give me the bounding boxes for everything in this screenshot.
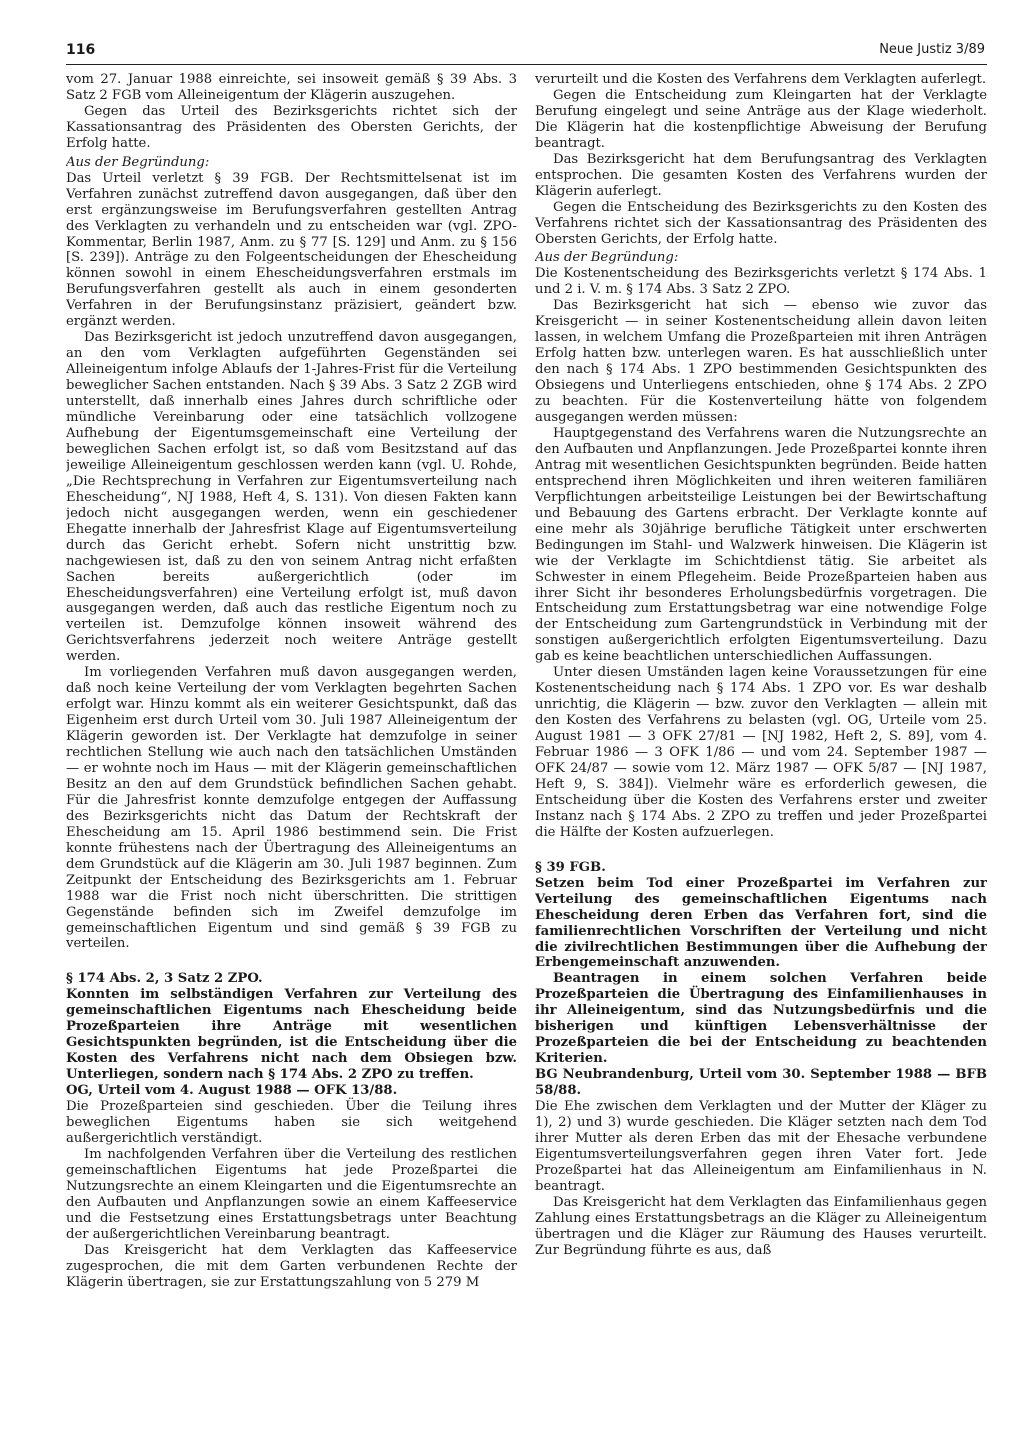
statute-reference: § 39 FGB. (535, 859, 606, 875)
page-header (66, 40, 987, 65)
paragraph: Die Kostenentscheidung des Bezirksgerichts verletzt § 174 Abs. 1 und 2 i. V. m. § 174 Abs. 3 Satz 2 ZPO. (535, 266, 987, 298)
court-citation: BG Neubrandenburg, Urteil vom 30. September 1988 — BFB 58/88. (535, 1067, 987, 1099)
paragraph: Hauptgegenstand des Verfahrens waren die Nutzungsrechte an den Aufbauten und Anpflanzungen. Jede Prozeßpartei konnte ihren Antrag mit wesentlichen Gesichtspunkten begründen. Beide hatten entsprechend ihren Möglichkeiten und ihren weiteren familiären Verpflichtungen arbeitsteilige Leistungen bei der Bewirtschaftung und Bebauung des Gartens erbracht. Der Verklagte konnte auf eine mehr als 30jährige berufliche Tätigkeit unter erschwerten Bedingungen im Stahl- und Walzwerk hinweisen. Die Klägerin ist wie der Verklagte im Schichtdienst tätig. Sie arbeitet als Schwester in einem Pflegeheim. Beide Prozeßparteien haben aus ihrer Sicht ihr besonderes Erholungsbedürfnis vorgetragen. Die Entscheidung zum Erstattungsbetrag war eine notwendige Folge der Entscheidung zum Gartengrundstück in Verbindung mit der sonstigen außergerichtlich erfolgten Eigentumsverteilung. Dazu gab es keine beachtlichen unterschiedlichen Auffassungen. (535, 425, 987, 665)
section-subheading: Aus der Begründung: (66, 154, 210, 170)
paragraph: Die Prozeßparteien sind geschieden. Über die Teilung ihres beweglichen Eigentums haben sie sich weitgehend außergerichtlich verständigt. (66, 1099, 517, 1146)
paragraph: Gegen das Urteil des Bezirksgerichts richtet sich der Kassationsantrag des Präsidenten des Obersten Gerichts, der Erfolg hatte. (66, 103, 517, 151)
paragraph: Im nachfolgenden Verfahren über die Verteilung des restlichen gemeinschaftlichen Eigentums hat jede Prozeßpartei die Nutzungsrechte an einem Kleingarten und die Eigentumsrechte an den Aufbauten und Anpflanzungen sowie an einem Kaffeeservice und die Festsetzung eines Erstattungsbetrags unter Beachtung der außergerichtlichen Vereinbarung beantragt. (66, 1146, 517, 1242)
paragraph: Gegen die Entscheidung des Bezirksgerichts zu den Kosten des Verfahrens richtet sich der Kassationsantrag des Präsidenten des Obersten Gerichts, der Erfolg hatte. (535, 199, 987, 247)
journal-issue: Neue Justiz 3/89 (879, 42, 985, 57)
paragraph: Das Kreisgericht hat dem Verklagten das Kaffeeservice zugesprochen, die mit dem Garten verbundenen Rechte der Klägerin übertragen, sie zur Erstattungszahlung von 5 279 M (66, 1242, 517, 1290)
paragraph: Das Bezirksgericht hat dem Berufungsantrag des Verklagten entsprochen. Die gesamten Kosten des Verfahrens wurden der Klägerin auferlegt. (535, 151, 987, 199)
left-column (66, 72, 517, 1434)
statute-reference: § 174 Abs. 2, 3 Satz 2 ZPO. (66, 971, 263, 987)
court-citation: OG, Urteil vom 4. August 1988 — OFK 13/88. (66, 1083, 398, 1099)
paragraph: Das Bezirksgericht hat sich — ebenso wie zuvor das Kreisgericht — in seiner Kostenentscheidung allein davon leiten lassen, in welchem Umfang die Prozeßparteien mit ihren Anträgen Erfolg hatten bzw. unterlegen waren. Es hat ausschließlich unter den nach § 174 Abs. 1 ZPO bestimmenden Gesichtspunkten des Obsiegens und Unterliegens entschieden, ohne § 174 Abs. 2 ZPO zu beachten. Für die Kostenverteilung hätte von folgendem ausgegangen werden müssen: (535, 298, 987, 426)
paragraph: vom 27. Januar 1988 einreichte, sei insoweit gemäß § 39 Abs. 3 Satz 2 FGB vom Alleineigentum der Klägerin auszugehen. (66, 72, 517, 103)
section-subheading: Aus der Begründung: (535, 250, 679, 266)
paragraph: Das Kreisgericht hat dem Verklagten das Einfamilienhaus gegen Zahlung eines Erstattungsbetrags an die Kläger zu Alleineigentum übertragen und die Kläger zur Räumung des Hauses verurteilt. Zur Begründung führte es aus, daß (535, 1194, 987, 1258)
paragraph: Im vorliegenden Verfahren muß davon ausgegangen werden, daß noch keine Verteilung der vom Verklagten begehrten Sachen erfolgt war. Hinzu kommt als ein weiterer Gesichtspunkt, daß das Eigenheim erst durch Urteil vom 30. Juli 1987 Alleineigentum der Klägerin geworden ist. Der Verklagte hat demzufolge in seiner rechtlichen Stellung wie auch nach den tatsächlichen Umständen — er wohnte noch im Haus — mit der Klägerin gemeinschaftlichen Besitz an den auf dem Grundstück befindlichen Sachen gehabt. Für die Jahresfrist konnte demzufolge entgegen der Auffassung des Bezirksgerichts nicht das Datum der Rechtskraft der Ehescheidung am 15. April 1986 bestimmend sein. Die Frist konnte frühestens nach der Übertragung des Alleineigentums an dem Grundstück auf die Klägerin am 30. Juli 1987 beginnen. Zum Zeitpunkt der Entscheidung des Bezirksgerichts am 1. Februar 1988 war die Frist noch nicht überschritten. Die strittigen Gegenstände befinden sich im Zweifel demzufolge im gemeinschaftlichen Eigentum und sind gemäß § 39 FGB zu verteilen. (66, 665, 517, 952)
paragraph: Das Urteil verletzt § 39 FGB. Der Rechtsmittelsenat ist im Verfahren zunächst zutreffend davon ausgegangen, daß über den erst ergänzungsweise im Berufungsverfahren gestellten Antrag des Verklagten zu verhandeln und zu entscheiden war (vgl. ZPO-Kommentar, Berlin 1987, Anm. zu § 77 [S. 129] und Anm. zu § 156 [S. 239]). Anträge zu den Folgeentscheidungen der Ehescheidung können sowohl in einem Ehescheidungsverfahren erstmals im Berufungsverfahren gestellt als auch in einem gesonderten Verfahren in der Berufungsinstanz präzisiert, geändert bzw. ergänzt werden. (66, 170, 517, 330)
paragraph: Das Bezirksgericht ist jedoch unzutreffend davon ausgegangen, an den vom Verklagten aufgeführten Gegenständen sei Alleineigentum infolge Ablaufs der 1-Jahres-Frist für die Verteilung beweglicher Sachen entstanden. Nach § 39 Abs. 3 Satz 2 ZGB wird unterstellt, daß innerhalb eines Jahres durch schriftliche oder mündliche Vereinbarung oder eine tatsächlich vollzogene Aufhebung der Eigentumsgemeinschaft eine Verteilung der beweglichen Sachen erfolgt ist, so daß vom Besitzstand auf das jeweilige Alleineigentum geschlossen werden kann (vgl. U. Rohde, „Die Rechtsprechung in Verfahren zur Eigentumsverteilung nach Ehescheidung“, NJ 1988, Heft 4, S. 131). Von diesen Fakten kann jedoch nicht ausgegangen werden, wenn ein geschiedener Ehegatte innerhalb der Jahresfrist Klage auf Eigentumsverteilung durch das Gericht erhebt. Sofern nicht unstrittig bzw. nachgewiesen ist, daß zu den von seinem Antrag nicht erfaßten Sachen bereits außergerichtlich (oder im Ehescheidungsverfahren) eine Verteilung erfolgt ist, muß davon ausgegangen werden, daß auch das restliche Eigentum noch zu verteilen ist. Demzufolge können insoweit während des Gerichtsverfahrens jederzeit noch weitere Anträge gestellt werden. (66, 330, 517, 665)
page-number: 116 (66, 42, 96, 58)
paragraph: Die Ehe zwischen dem Verklagten und der Mutter der Kläger zu 1), 2) und 3) wurde geschieden. Die Kläger setzten nach dem Tod ihrer Mutter als deren Erben das mit der Ehesache verbundene Eigentumsverteilungsverfahren gegen ihren Vater fort. Jede Prozeßpartei hat das Alleineigentum am Einfamilienhaus in N. beantragt. (535, 1099, 987, 1194)
paragraph: verurteilt und die Kosten des Verfahrens dem Verklagten auferlegt. (535, 72, 987, 87)
headnote: Beantragen in einem solchen Verfahren beide Prozeßparteien die Übertragung des Einfamilienhauses in ihr Alleineigentum, sind das Nutzungsbedürfnis und die bisherigen und künftigen Lebensverhältnisse der Prozeßparteien die bei der Entscheidung zu beachtenden Kriterien. (535, 971, 987, 1067)
headnote: Setzen beim Tod einer Prozeßpartei im Verfahren zur Verteilung des gemeinschaftlichen Eigentums nach Ehescheidung deren Erben das Verfahren fort, sind die familienrechtlichen Vorschriften der Verteilung und nicht die zivilrechtlichen Bestimmungen über die Aufhebung der Erbengemeinschaft anzuwenden. (535, 875, 987, 971)
paragraph: Unter diesen Umständen lagen keine Voraussetzungen für eine Kostenentscheidung nach § 174 Abs. 1 ZPO vor. Es war deshalb unrichtig, die Klägerin — bzw. zuvor den Verklagten — allein mit den Kosten des Verfahrens zu belasten (vgl. OG, Urteile vom 25. August 1981 — 3 OFK 27/81 — [NJ 1982, Heft 2, S. 89], vom 4. Februar 1986 — 3 OFK 1/86 — und vom 24. September 1987 — OFK 24/87 — sowie vom 12. März 1987 — OFK 5/87 — [NJ 1987, Heft 9, S. 384]). Vielmehr wäre es erforderlich gewesen, die Entscheidung über die Kosten des Verfahrens erster und zweiter Instanz nach § 174 Abs. 2 ZPO zu treffen und jeder Prozeßpartei die Hälfte der Kosten aufzuerlegen. (535, 665, 987, 840)
headnote: Konnten im selbständigen Verfahren zur Verteilung des gemeinschaftlichen Eigentums nach Ehescheidung beide Prozeßparteien ihre Anträge mit wesentlichen Gesichtspunkten begründen, ist die Entscheidung über die Kosten des Verfahrens nicht nach dem Obsiegen bzw. Unterliegen, sondern nach § 174 Abs. 2 ZPO zu treffen. (66, 987, 517, 1083)
paragraph: Gegen die Entscheidung zum Kleingarten hat der Verklagte Berufung eingelegt und seine Anträge aus der Klage wiederholt. Die Klägerin hat die kostenpflichtige Abweisung der Berufung beantragt. (535, 87, 987, 151)
right-column (535, 72, 987, 1434)
